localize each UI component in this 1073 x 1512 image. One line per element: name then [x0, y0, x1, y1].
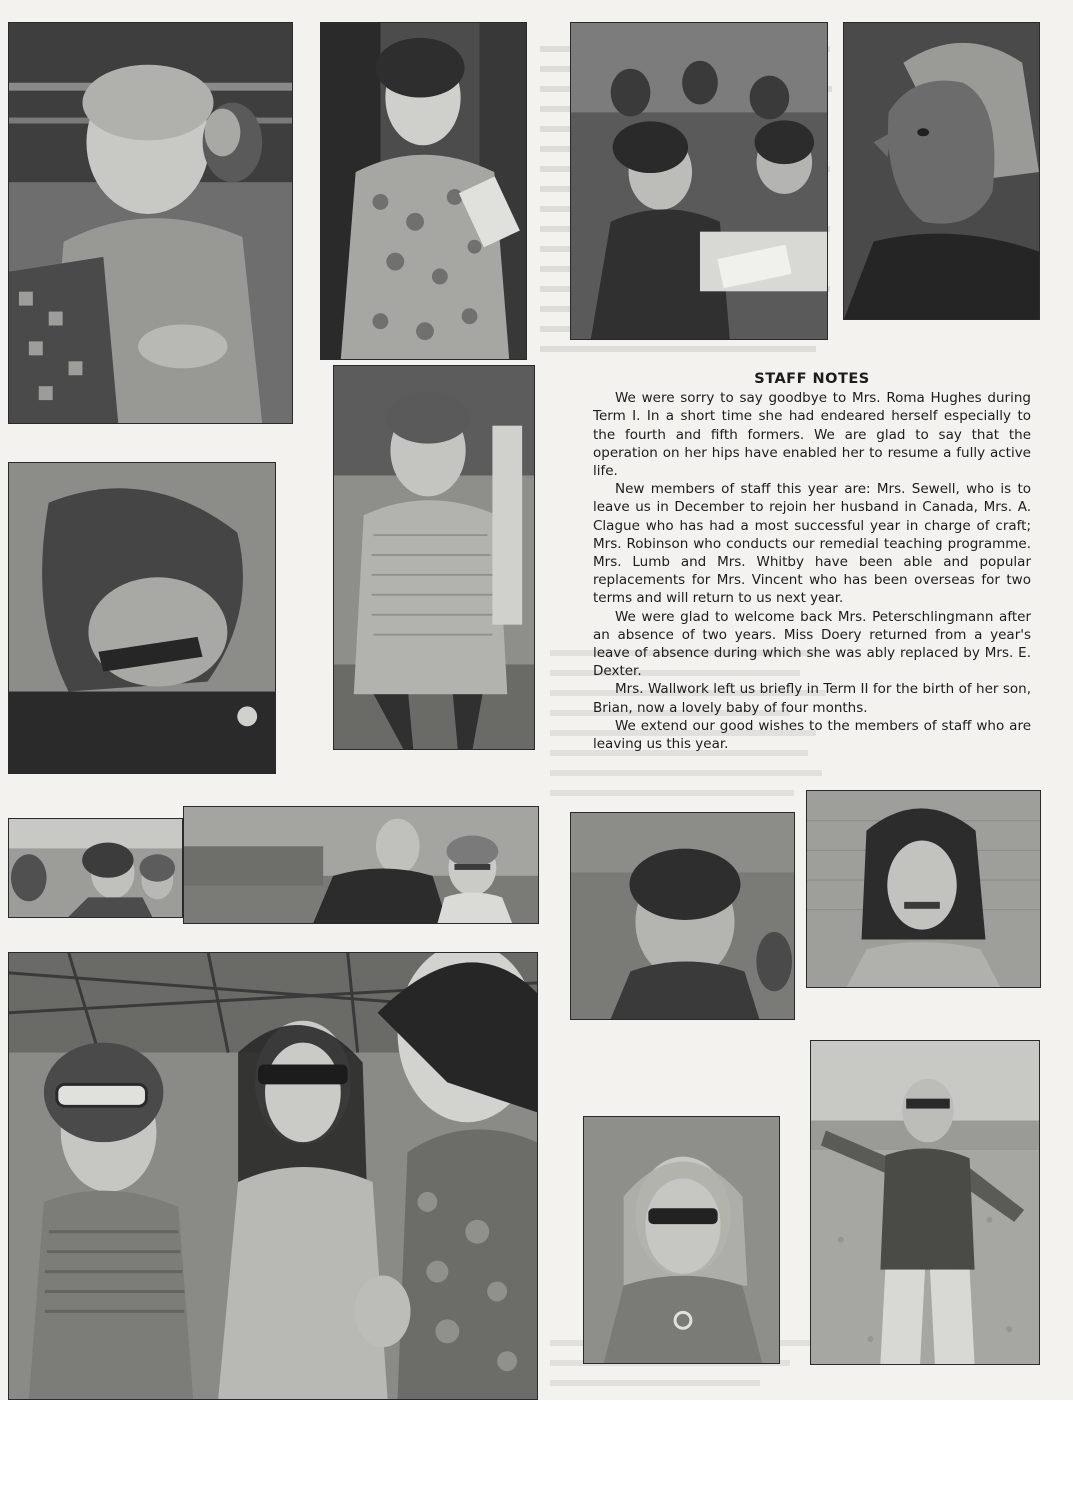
photo-image	[571, 23, 827, 339]
staff-notes	[593, 370, 1031, 753]
photo-woman-looking-down	[8, 462, 276, 774]
photo-woman-floral-jacket	[320, 22, 527, 360]
staff-notes-heading: STAFF NOTES	[754, 371, 870, 387]
staff-notes-paragraph: We extend our good wishes to the members of staff who are leaving us this year.	[593, 717, 1031, 753]
photo-man-knit-sweater	[333, 365, 535, 750]
photo-man-and-woman-glasses	[183, 806, 539, 924]
photo-man-running	[810, 1040, 1040, 1365]
photo-image	[9, 463, 275, 773]
photo-image	[584, 1117, 779, 1363]
staff-notes-paragraph: We were glad to welcome back Mrs. Peterschlingmann after an absence of two years. Miss Doery returned from a year's leave of absence during which she was ably replaced by Mrs. E. Dexter.	[593, 608, 1031, 680]
staff-notes-paragraph: New members of staff this year are: Mrs. Sewell, who is to leave us in December to rejoin her husband in Canada, Mrs. A. Clague who has had a most successful year in charge of craft; Mrs. Robinson who conducts our remedial teaching programme. Mrs. Lumb and Mrs. Whitby have been able and popular replacements for Mrs. Vincent who has been overseas for two terms and will return to us next year.	[593, 481, 1031, 607]
page-margin	[0, 1400, 1073, 1512]
photo-image	[807, 791, 1040, 987]
photo-profile-headscarf	[843, 22, 1040, 320]
photo-woman-sunglasses	[583, 1116, 780, 1364]
staff-notes-paragraph: Mrs. Wallwork left us briefly in Term II for the birth of her son, Brian, now a lovely baby of four months.	[593, 681, 1031, 716]
photo-students-at-tables	[570, 22, 828, 340]
photo-image	[334, 366, 534, 749]
photo-image	[321, 23, 526, 359]
photo-women-in-stands	[8, 952, 538, 1400]
photo-image	[9, 23, 292, 423]
photo-image	[184, 807, 538, 923]
photo-two-women-crowd	[8, 818, 183, 918]
photo-young-man-moustache	[806, 790, 1041, 988]
photo-image	[571, 813, 794, 1019]
photo-image	[9, 819, 182, 917]
photo-image	[844, 23, 1039, 319]
photo-image	[9, 953, 537, 1399]
staff-notes-paragraph: We were sorry to say goodbye to Mrs. Roma Hughes during Term I. In a short time she had endeared herself especially to the fourth and fifth formers. We are glad to say that the operation on her hips have enabled her to resume a fully active life.	[593, 390, 1031, 480]
photo-older-woman-grandstand	[8, 22, 293, 424]
photo-image	[811, 1041, 1039, 1364]
photo-woman-looking-aside	[570, 812, 795, 1020]
